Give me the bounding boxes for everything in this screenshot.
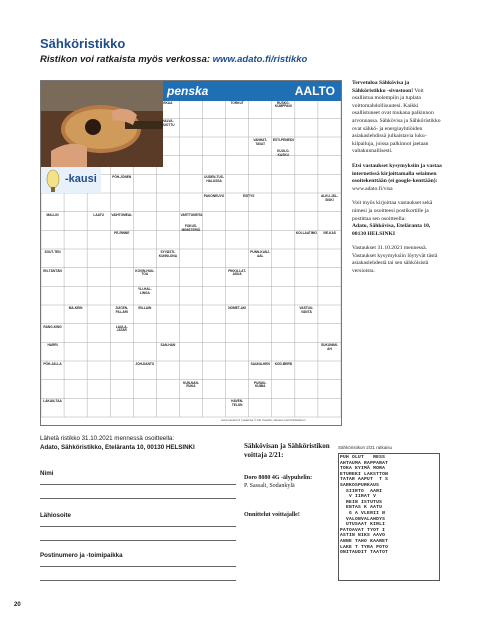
crossword-clue: JUICEN-FILLARI bbox=[115, 306, 129, 314]
intro-body: Voit osallistua molempiin ja tuplata voittomahdollisuutesi. Kaikki osallistuneet ovat mukana palkinnon arvonnassa. Sähkövisa ja Sähköristikko ovat sähkö- ja energiayhtiöiden asiakaslehdissä julkaistavia lukukilpailuja, joissa palkinnot jaetaan valtakunnallisesti. bbox=[352, 87, 441, 155]
crossword-clue: EN-TÄNTÄN bbox=[43, 268, 62, 273]
crossword-clue: EKAA bbox=[163, 100, 173, 105]
subtitle-url[interactable]: www.adato.fi/ristikko bbox=[212, 54, 308, 65]
extra-info: Vastaukset kysymyksiin löytyvät tästä asiakaslehdestä tai sen sähköisistä versioista. bbox=[352, 252, 438, 275]
solution-row: PUH OLUT RESS bbox=[340, 455, 386, 460]
solution-row: VALONVALAHDYS bbox=[340, 516, 386, 522]
address-line-2[interactable] bbox=[40, 540, 236, 541]
crossword-clue: PUNUU-KUMIA bbox=[254, 380, 267, 389]
crossword-clue: PÖH-JALLA bbox=[43, 362, 62, 366]
crossword-clue: HARRI bbox=[47, 343, 58, 348]
mail-address: Adato, Sähkövisa, Eteläranta 10, 00130 HELSINKI bbox=[352, 223, 431, 237]
send-line-1: Lähetä ristikko 31.10.2021 mennessä osoitteella: bbox=[40, 435, 175, 442]
crossword-clue: SYVÄSTI-KUNNI-ONA bbox=[158, 250, 178, 258]
send-line-2: Adato, Sähköristikko, Eteläranta 10, 00130 HELSINKI bbox=[40, 444, 195, 451]
crossword-clue: VANHAT-TAVAT bbox=[253, 138, 268, 146]
solution-row: G A VLERII N bbox=[340, 510, 386, 516]
name-line-2[interactable] bbox=[40, 498, 236, 499]
crossword-clue: VAIHTOMEAL bbox=[111, 212, 133, 217]
crossword-clue: VIE-KAS bbox=[322, 231, 336, 236]
solution-row: TOKA KYIMÄ MORA bbox=[340, 466, 386, 472]
solution-row: ONITAUDIT TAATOT bbox=[340, 550, 389, 556]
deadline: Vastaukset 31.10.2021 mennessä. bbox=[352, 245, 428, 252]
crossword-clue: FOKUS-MINISTERIÖ bbox=[181, 223, 201, 232]
solution-row: AHTAUMA RAPPARAT bbox=[340, 460, 389, 466]
crossword-clue: PUNN-KANJ-AAL bbox=[250, 250, 271, 258]
crossword-clue: RUSKO-KUMPPANI bbox=[274, 100, 292, 109]
name-line[interactable] bbox=[40, 484, 236, 485]
subtitle-prefix: Ristikon voi ratkaista myös verkossa: bbox=[40, 54, 213, 65]
winner-name: P. Sassali, Sodankylä bbox=[244, 483, 295, 489]
solution-row: UTUSAAT KIRLI bbox=[340, 522, 386, 528]
crossword-clue: LAATU bbox=[93, 212, 104, 217]
solution-row: ASTIN NIKS AAVO bbox=[340, 533, 386, 539]
crossword-clue: KUN-NAN-RUKA bbox=[183, 380, 199, 389]
send-instructions bbox=[40, 434, 195, 452]
crossword-clue: PIKKU-LAT-ASUA bbox=[228, 268, 247, 277]
solution-row: ETUREKI LAKSTTON bbox=[340, 471, 389, 477]
crossword-clue: TORKUT bbox=[230, 100, 244, 105]
winners-prize bbox=[244, 474, 312, 490]
postal-line-2[interactable] bbox=[40, 580, 236, 581]
puzzle-credits: www.sanaris.fi | laadinta © Aki Vuokila, ulkoasu Heli Kärkkäinen bbox=[221, 418, 306, 422]
prize-name: Doro 8080 4G -älypuhelin: bbox=[244, 475, 313, 481]
crossword-clue: KOVIN-HUU-TOA bbox=[135, 268, 155, 277]
name-label: Nimi bbox=[40, 470, 54, 477]
crossword-clue: NOMET-AKI bbox=[228, 306, 247, 310]
solution-row: V IIRAT V bbox=[340, 494, 377, 500]
postal-label: Postinumero ja -toimipaikka bbox=[40, 552, 123, 559]
address-label: Lähiosoite bbox=[40, 512, 71, 519]
crossword-clue: KUULO-KASKU bbox=[277, 149, 290, 157]
crossword-clue: RANG-KING bbox=[43, 324, 62, 329]
solution-row: TATAR AAPUT T S bbox=[340, 477, 389, 483]
crossword-puzzle[interactable] bbox=[40, 80, 342, 426]
crossword-clue: PÖH-JÖNEN bbox=[112, 175, 132, 180]
postal-line[interactable] bbox=[40, 566, 236, 567]
intro-column bbox=[352, 80, 444, 283]
page-title: Sähköristikko bbox=[40, 36, 126, 51]
crossword-clue: SOUT-TEN bbox=[44, 250, 61, 254]
brand-word: AALTO bbox=[294, 84, 335, 98]
crossword-clue: MALLIN bbox=[46, 212, 59, 217]
solution-row: SARKOSPURKAUS bbox=[340, 482, 380, 488]
online-instructions: Etsi vastaukset kysymyksiin ja vastaa internetissä kirjoittamalla selaimen osoitekenttään (ei google-kenttään): bbox=[352, 162, 442, 185]
crossword-clue: LAKAN-TAA bbox=[43, 399, 62, 404]
solution-row: PATOAVAT TYOT I bbox=[340, 527, 386, 533]
solution-row: LAKE T TYRA POTO bbox=[340, 544, 389, 550]
page-subtitle bbox=[40, 54, 307, 65]
mail-instructions: Voit myös kirjoittaa vastaukset sekä nimesi ja osoitteesi postikortille ja postittaa sen osoitteella: bbox=[352, 200, 433, 222]
crossword-clue: ESITYS bbox=[243, 194, 255, 198]
solution-grid bbox=[338, 453, 440, 581]
crossword-clue: ALKU-JÄL-SISKI bbox=[320, 194, 338, 202]
crossword-clue: YLI-HAL-LINGA bbox=[138, 287, 152, 296]
congrats-text: Onnittelut voittajalle! bbox=[244, 512, 300, 518]
crossword-clue: SAN-HAN bbox=[160, 343, 176, 348]
kausi-cell bbox=[41, 167, 101, 193]
page-number: 20 bbox=[14, 602, 21, 608]
online-url[interactable]: www.adato.fi/visa bbox=[352, 185, 393, 192]
crossword-clue: VARTTUNEITA bbox=[180, 212, 203, 217]
crossword-clue: HAVEN-TELUN bbox=[231, 399, 244, 408]
solution-row: ENTAS K AATU bbox=[340, 505, 383, 511]
crossword-clue: KOI-LAATIMO bbox=[295, 231, 317, 236]
season-word: -kausi bbox=[65, 173, 97, 185]
crossword-clue: PAKONEUVO bbox=[203, 194, 225, 198]
crossword-clue: VASTUU-VÄNTÄ bbox=[299, 306, 314, 314]
penska-banner bbox=[163, 81, 341, 101]
winners-heading: Sähkövisan ja Sähköristikon voittaja 2/21: bbox=[244, 442, 330, 459]
crossword-clue: KOD-BERB bbox=[274, 362, 292, 366]
address-line[interactable] bbox=[40, 526, 236, 527]
banner-word: penska bbox=[167, 84, 209, 98]
crossword-clue: ESTI-PENEIDI bbox=[272, 138, 294, 142]
guitar-photo bbox=[41, 81, 163, 167]
crossword-clue: SAUNA-HEN bbox=[250, 362, 270, 366]
crossword-clue: PE-RINNE bbox=[114, 231, 130, 236]
solution-row: SIIRTO AARI bbox=[340, 488, 383, 494]
solution-heading: Sähköristikon 2/21 ratkaisu bbox=[338, 445, 393, 450]
crossword-clue: MA-KEIN bbox=[68, 306, 83, 310]
solution-row: ANNE TAHO KAARET bbox=[340, 538, 389, 544]
crossword-clue: LAULA-JATAR bbox=[115, 324, 128, 333]
crossword-clue: JOH-DANTO bbox=[135, 362, 155, 366]
solution-row: REIN ISTUTUS bbox=[340, 499, 383, 505]
intro-heading: Tervetuloa Sähkövisa ja Sähköristikko -sivustoon! bbox=[352, 80, 414, 94]
crossword-clue: HALVA-HUOTTU bbox=[161, 119, 175, 128]
crossword-clue: SUKUNIMI-AH bbox=[321, 343, 338, 352]
crossword-clue: UUDEN-TUS-HALUSSA bbox=[204, 175, 224, 184]
crossword-clue: EN-LAIN bbox=[138, 306, 152, 310]
